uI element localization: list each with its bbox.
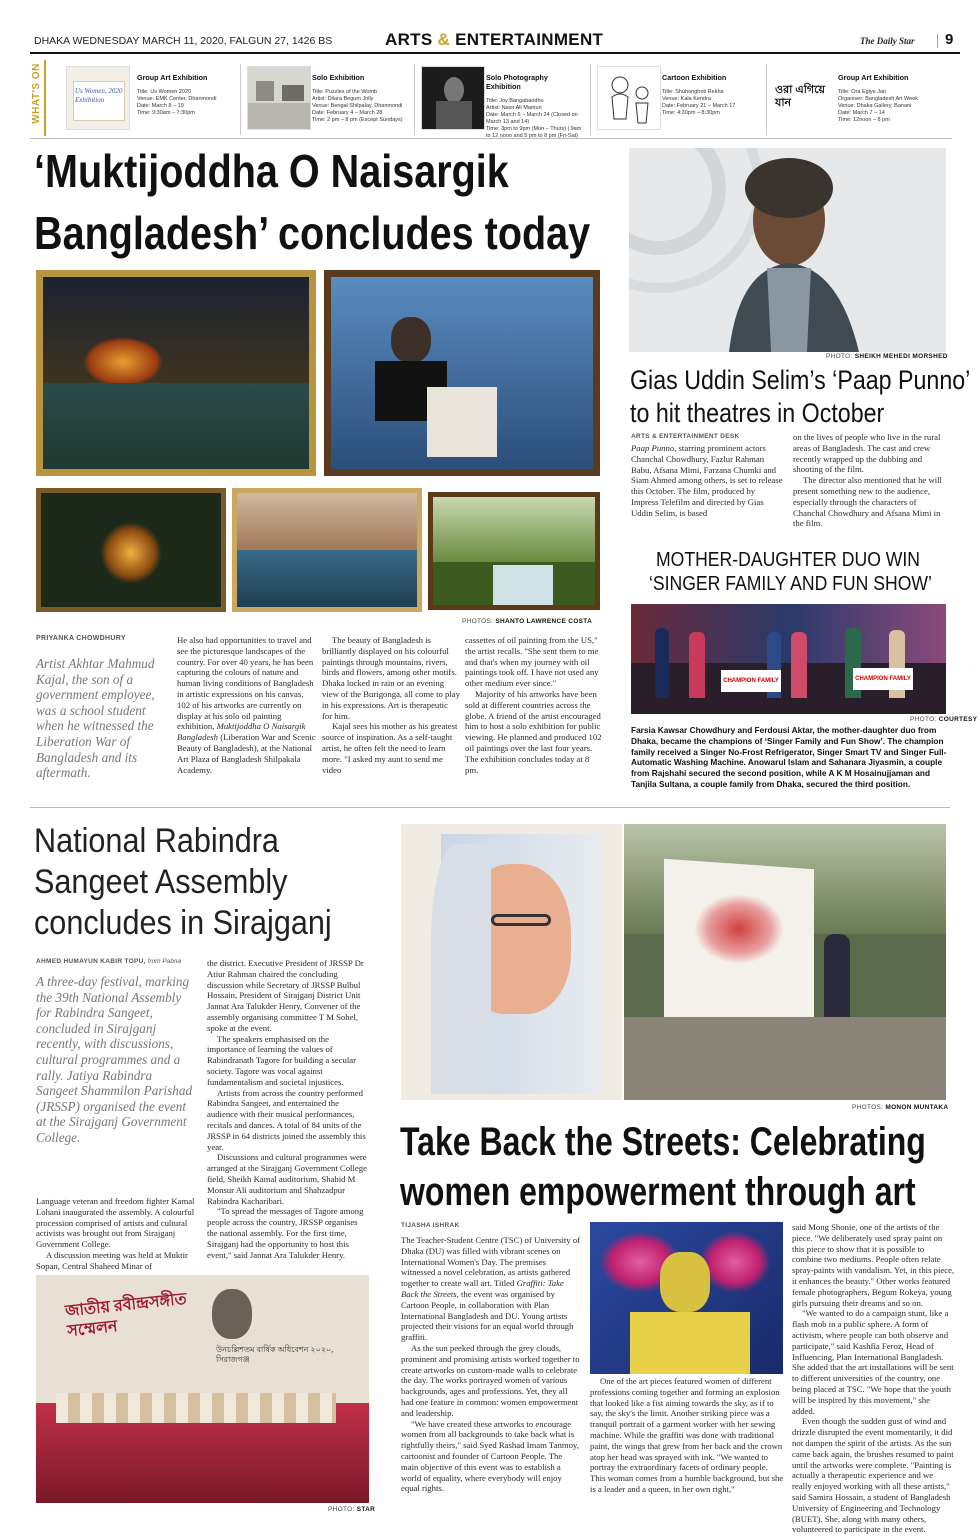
story3-photo-credit: PHOTO: COURTESY [910, 716, 978, 723]
story1-column-3: The beauty of Bangladesh is brilliantly displayed on his colourful paintings through mountains, rivers, birds and flowers, among other motifs. Dhaka locked in rain or an evening view of the Burigonga, all come to play in his expressions. Art is therapeutic for him. Kajal sees his mother as his greatest source of inspiration. As a self-taught artist, he often felt the need to learn more. "I asked my aunt to send me video [322, 635, 460, 775]
whats-on-thumbnail [247, 66, 311, 130]
champion-sign: CHAMPION FAMILY [853, 668, 913, 690]
whats-on-title: Cartoon Exhibition [662, 73, 727, 82]
story2-headline-line2: to hit theatres in October [630, 398, 885, 428]
section-title [385, 30, 603, 50]
story3-headline [648, 548, 932, 596]
whats-on-thumbnail [597, 66, 661, 130]
story5-photo-credit: PHOTOS: MONON MUNTAKA [852, 1104, 949, 1111]
story5-headline-line1: Take Back the Streets: Celebrating [400, 1120, 926, 1164]
story2-column-1: Paap Punno, starring prominent actors Chanchal Chowdhury, Fazlur Rahman Babu, Afsana Mimi, Farzana Chumki and Siam Ahmed among others, is set to release this October. The film, produced by Impress Telefilm and directed by Gias Uddin Selim, is based [631, 443, 783, 518]
story1-column-2: He also had opportunities to travel and see the picturesque landscapes of the country. For over 40 years, he has been capturing the colours of nature and human living conditions of Bangladesh in artistic expressions on his canvas. 102 of his artworks are currently on display at his solo oil painting exhibition, Muktijoddha O Naisargik Bangladesh (Liberation War and Scenic Beauty of Bangladesh), at the National Art Plaza of Bangladesh Shilpakala Academy. [177, 635, 316, 775]
whats-on-thumbnail [421, 66, 485, 130]
story1-column-4: cassettes of oil painting from the US," the artist recalls. "She sent them to me and that's when my journey with oil paintings took off. I have not used any other medium ever since." Majority of his artworks have been sold at different countries across the globe. A friend of the artist encouraged him to host a solo exhibition for public viewing. He planned and produced 102 oil paintings over the last four years. The exhibition concludes today at 8 pm. [465, 635, 602, 775]
whats-on-details: Title: Shuhonghoti Rekha Venue: Kala Kendra Date: February 21 – March 17 Time: 4:30pm – 8:30pm [662, 89, 736, 116]
page-divider [937, 34, 938, 48]
whats-on-details: Title: Us Women 2020 Venue: EMK Center, Dhanmondi Date: March 8 – 19 Time: 9:30am – 7:30pm [137, 89, 217, 116]
story1-byline: PRIYANKA CHOWDHURY [36, 635, 126, 642]
whats-on-details: Title: Joy Bangabandhu Artist: Nasir Ali Mamun Date: March 6 – March 24 (Closed on March 13 and 14) Time: 3pm to 9pm (Mon – Thurs) | 9am to 12 noon and 5 pm to 8 pm (Fri-Sat) [486, 98, 582, 139]
story4-headline-line2: Sangeet Assembly [34, 863, 288, 901]
whats-on-thumbnail: Us Women, 2020 Exhibition [66, 66, 130, 130]
story1-headline-line2: Bangladesh’ concludes today [34, 207, 591, 259]
whats-on-item[interactable] [66, 64, 234, 135]
painting-war-scene [36, 270, 316, 476]
whats-on-title: Group Art Exhibition [838, 73, 909, 82]
whats-on-title: Group Art Exhibition [137, 73, 208, 82]
story4-headline-line1: National Rabindra [34, 822, 279, 860]
page-number: 9 [945, 31, 954, 48]
photo-garment-worker-graffiti [590, 1222, 783, 1374]
portrait-illustration [629, 148, 946, 352]
story5-column-1: The Teacher-Student Centre (TSC) of University of Dhaka (DU) was filled with vibrant scenes on International Women's Day. The premises witnessed a novel celebration, as artists gathered together to create wall art. Titled Graffiti: Take Back the Streets, the event was organised by Cartoon People, in collaboration with Plan International Bangladesh and DU. Young artists projected their visions for an equal world through graffiti. As the sun peeked through the grey clouds, prominent and promising artists worked together to create artworks on custom-made walls to celebrate the day. The works portrayed women of various backgrounds, ages and professions. Yet, they all had one feature in common: women empowerment and leadership. "We have created these artworks to encourage women from all backgrounds to take back what is rightfully theirs," said Syed Rashad Imam Tanmoy, cartoonist and founder of Cartoon People. The main objective of this event was to establish a world of equality, where everybody will enjoy equal rights. [401, 1235, 581, 1494]
story4-headline [34, 821, 358, 944]
whats-on-text [312, 66, 403, 131]
painting-forest-stream [428, 492, 600, 610]
story1-intro: Artist Akhtar Mahmud Kajal, the son of a government employee, was a school student when he witnessed the Liberation War of Bangladesh and its aftermath. [36, 656, 155, 781]
story5-headline [400, 1117, 926, 1217]
whats-on-title: Solo Exhibition [312, 73, 365, 82]
story3-caption: Farsia Kawsar Chowdhury and Ferdousi Aktar, the mother-daughter duo from Dhaka, became the champions of ‘Singer Family and Fun Show’. The champion family received a Singer No-Frost Refrigerator, Singer Smart TV and Singer Full-Automatic Washing Machine. Anowarul Islam and Sahanara Jiyasmin, a couple from Rajshahi secured the second position, while A K M Hosainujjaman and Tanjila Sultana, a couple family from Dhaka, secured the third position. [631, 725, 947, 789]
section-separator [30, 807, 950, 808]
whats-on-text [486, 66, 584, 147]
story2-headline [630, 364, 971, 430]
champion-sign: CHAMPION FAMILY [721, 670, 781, 692]
stage-banner-text: জাতীয় রবীন্দ্রসঙ্গীত সম্মেলন [64, 1290, 188, 1341]
story2-byline: ARTS & ENTERTAINMENT DESK [631, 433, 740, 440]
stage-banner-subtext: উনচল্লিশতম বার্ষিক অধিবেশন ২০২০, সিরাজগঞ্জ [216, 1345, 334, 1364]
portrait-gias-uddin-selim [629, 148, 946, 352]
story4-headline-line3: concludes in Sirajganj [34, 904, 332, 942]
story1-photo-credit: PHOTOS: SHANTO LAWRENCE COSTA [462, 618, 593, 625]
story3-headline-line2: ‘SINGER FAMILY AND FUN SHOW’ [648, 573, 932, 595]
story3-headline-line1: MOTHER-DAUGHTER DUO WIN [656, 549, 920, 571]
story1-headline [34, 140, 591, 264]
whats-on-text [838, 66, 918, 131]
masthead-logo: The Daily Star [860, 36, 915, 46]
painting-night-village [36, 488, 226, 612]
whats-on-details: Title: Ora Egiye Jan Organiser: Bangladesh Art Week Venue: Dhaka Gallery, Banani Date: March 7 – 14 Time: 12noon – 8 pm [838, 89, 918, 123]
story5-column-3: said Mong Shonie, one of the artists of the piece. "We deliberately used spray paint on this piece to show that it is possible to combine two mediums. People often relate spray-paints with vandalism. Yet, in this piece, it enhances the beauty." Other works featured female photographers, Begum Rokeya, young girls pursuing their dreams and so on. "We wanted to do a campaign stunt, like a flash mob in a public sphere. A form of activism, where people can both observe and participate," said Kashfia Feroz, Head of Influencing, Plan International Bangladesh. She added that the art installations will be sent to different universities of the country, one being placed at TSC. "We hope that the youth will be inspired by this movement," she added. Even though the sudden gust of wind and drizzle disrupted the event momentarily, it did not dampen the spirit of the artists. As the sun came back again, the brushes resumed to paint until the artworks were complete. "Painting is actually a therapeutic experience and we really enjoyed working with all these artists," said Samira Hossain, a student of Bangladesh University of Engineering and Technology (BUET). She, along with many others, volunteered to participate in the event. [792, 1222, 955, 1535]
story4-column-2: the district. Executive President of JRSSP Dr Atiur Rahman chaired the concluding discussion while Secretary of JRSSP Bulbul Hossain, President of Sirajganj District Unit Jannat Ara Talukder Henry, Convener of the assembly organising committee T M Sohel, spoke at the event. The speakers emphasised on the importance of learning the values of Rabindranath Tagore for building a secular society. Tagore was vocal against fundamentalism and societal injustices. Artists from across the country performed Rabindra Sangeet, and entertained the audience with their musical performances, recitals and dances. A total of 84 units of the JRSSP in 64 districts joined the assembly this year. Discussions and cultural programmes were arranged at the Sirajganj Government College field, Sheikh Kamal auditorium, Shahid M Monsur Ali auditorium and Shahzadpur Rabindra Kacharibari. "To spread the messages of Tagore among people across the country, JRSSP organises the national assembly. For the first time, Sirajganj had the opportunity to host this event," said Jannat Ara Talukder Henry. [207, 958, 367, 1260]
whats-on-item[interactable] [414, 64, 584, 139]
whats-on-item[interactable] [766, 64, 952, 135]
whats-on-text [662, 66, 735, 124]
story2-headline-line1: Gias Uddin Selim’s ‘Paap Punno’ [630, 365, 971, 395]
painting-river-boats [232, 488, 422, 612]
story2-column-2: on the lives of people who live in the rural areas of Bangladesh. The cast and crew recently wrapped up the dubbing and shooting of the film. The director also mentioned that he will present something new to the audience, especially through the characters of Chanchal Chowdhury and Afsana Mimi in the film. [793, 432, 942, 529]
whats-on-item[interactable] [590, 64, 760, 135]
photo-rabindra-assembly-stage [36, 1275, 369, 1503]
whats-on-text [137, 66, 217, 124]
whats-on-label: WHAT'S ON [28, 60, 46, 136]
dateline: DHAKA WEDNESDAY MARCH 11, 2020, FALGUN 27, 1426 BS [34, 35, 333, 47]
story1-headline-line1: ‘Muktijoddha O Naisargik [34, 145, 509, 197]
section-title-ampersand: & [437, 30, 451, 49]
story5-column-2: One of the art pieces featured women of different professions coming together and forming an explosion that looked like a fist aiming towards the sky, as if to say, the sky's the limit. Another striking piece was a tranquil portrait of a garment worker with her sewing machine. While the graffiti was done with traditional paint, the wings that grew from her back and the crown atop her head was sprayed with ink. "We wanted to portray the extraordinary facets of ordinary people. This woman comes from a humble background, but she is a leader and a queen, in her own right," [590, 1376, 784, 1494]
whats-on-item[interactable] [240, 64, 408, 135]
story2-photo-credit: PHOTO: SHEIKH MEHEDI MORSHED [826, 353, 948, 360]
photo-graffiti-mural-portrait [401, 824, 622, 1100]
story5-headline-line2: women empowerment through art [400, 1170, 916, 1214]
story4-photo-credit: PHOTO: STAR [328, 1506, 376, 1513]
header-bar [30, 30, 960, 54]
whats-on-details: Title: Puzzles of the Womb Artist: Dilara Begum Jolly Venue: Bengal Shilpalay, Dhanmondi Date: February 4 – March 28 Time: 2 pm – 8 pm (Except Sundays) [312, 89, 403, 123]
whats-on-thumbnail: ওরা এগিয়ে যান [773, 66, 837, 130]
painting-speech [324, 270, 600, 476]
photo-graffiti-artists-painting [624, 824, 946, 1100]
story4-intro: A three-day festival, marking the 39th National Assembly for Rabindra Sangeet, concluded in Sirajganj recently, with discussions, cultural programmes and a rally. Jatiya Rabindra Sangeet Shammilon Parishad (JRSSP) organised the event at the Sirajganj Government College. [36, 974, 193, 1145]
whats-on-title: Solo Photography Exhibition [486, 73, 548, 91]
photo-singer-family-winners [631, 604, 946, 714]
cartoon-sketch-icon [598, 67, 661, 130]
story4-byline: AHMED HUMAYUN KABIR TOPU, from Pabna [36, 958, 182, 965]
story5-byline: TIJASHA ISHRAK [401, 1222, 460, 1229]
section-title-arts: ARTS [385, 30, 433, 49]
section-title-entertainment: ENTERTAINMENT [455, 30, 604, 49]
story4-column-1: Language veteran and freedom fighter Kamal Lohani inaugurated the assembly. A colourful procession comprised of artists and cultural activists was brought out from Sirajganj Government College. A discussion meeting was held at Muktir Sopan, Central Shaheed Minar of [36, 1196, 195, 1271]
